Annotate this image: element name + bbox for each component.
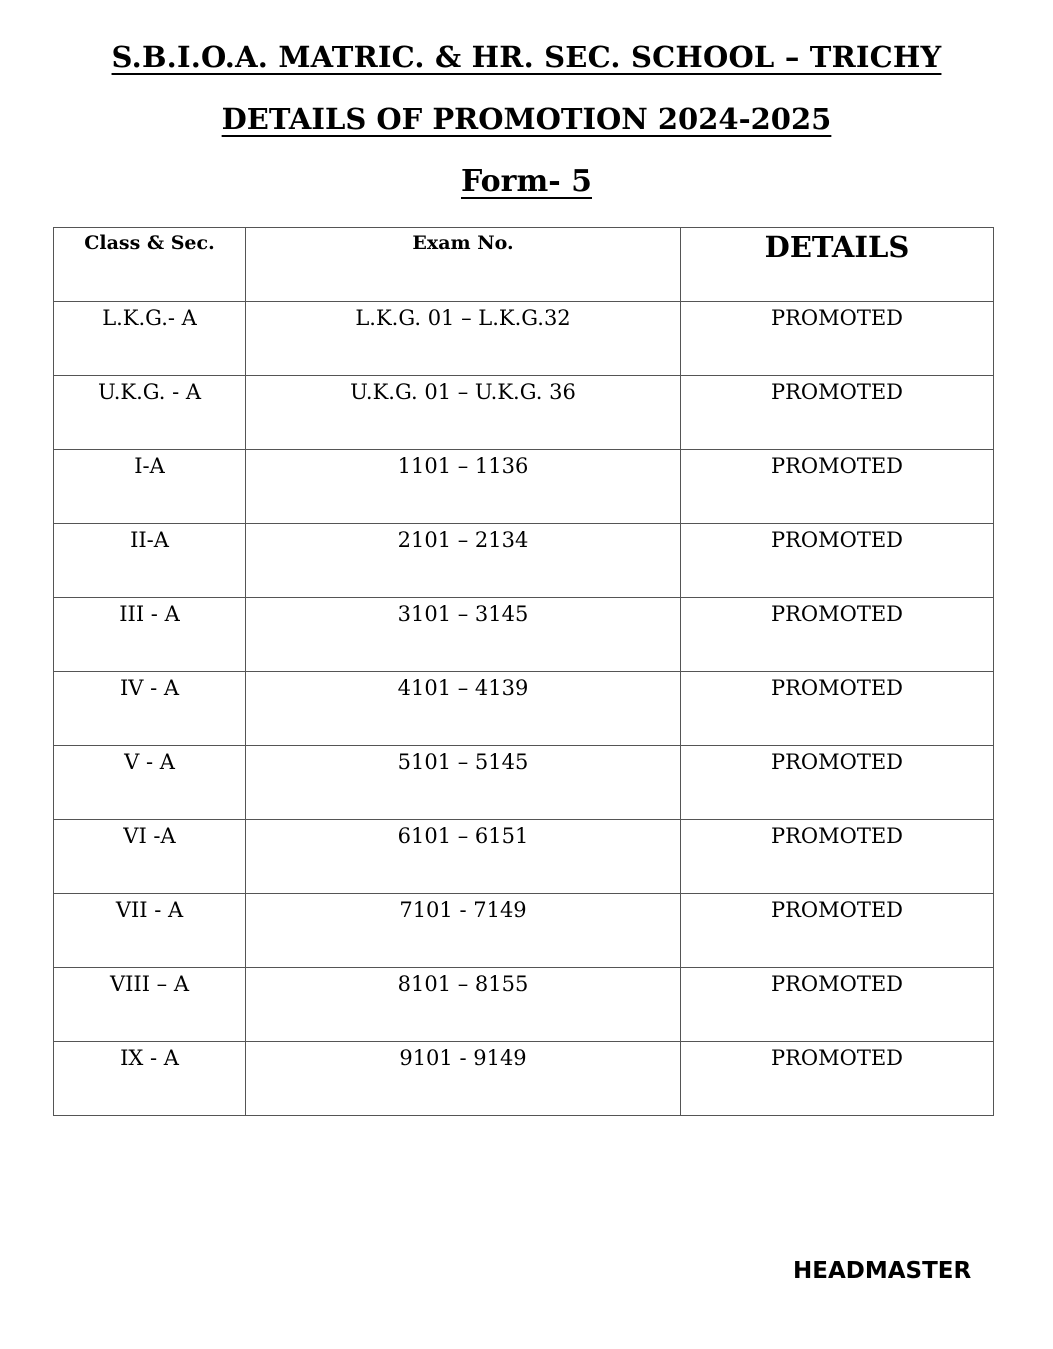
column-header-exam-no: Exam No. bbox=[246, 228, 681, 302]
details-cell: PROMOTED bbox=[681, 968, 994, 1042]
exam-no-cell: 4101 – 4139 bbox=[246, 672, 681, 746]
school-name-heading: S.B.I.O.A. MATRIC. & HR. SEC. SCHOOL – TRICHY bbox=[111, 40, 942, 74]
table-row bbox=[54, 820, 994, 894]
exam-no-cell: 8101 – 8155 bbox=[246, 968, 681, 1042]
table-row bbox=[54, 598, 994, 672]
table-row bbox=[54, 376, 994, 450]
details-cell: PROMOTED bbox=[681, 524, 994, 598]
class-cell: I-A bbox=[54, 450, 246, 524]
table-row bbox=[54, 302, 994, 376]
table-row bbox=[54, 1042, 994, 1116]
headmaster-signature-label: HEADMASTER bbox=[793, 1258, 972, 1284]
table-row bbox=[54, 968, 994, 1042]
exam-no-cell: 1101 – 1136 bbox=[246, 450, 681, 524]
table-row bbox=[54, 672, 994, 746]
exam-no-cell: 3101 – 3145 bbox=[246, 598, 681, 672]
document-title: DETAILS OF PROMOTION 2024-2025 bbox=[221, 102, 832, 136]
class-cell: VII - A bbox=[54, 894, 246, 968]
exam-no-cell: 7101 - 7149 bbox=[246, 894, 681, 968]
details-cell: PROMOTED bbox=[681, 820, 994, 894]
class-cell: L.K.G.- A bbox=[54, 302, 246, 376]
table-row bbox=[54, 894, 994, 968]
class-cell: III - A bbox=[54, 598, 246, 672]
class-cell: IX - A bbox=[54, 1042, 246, 1116]
exam-no-cell: 9101 - 9149 bbox=[246, 1042, 681, 1116]
class-cell: VI -A bbox=[54, 820, 246, 894]
details-cell: PROMOTED bbox=[681, 746, 994, 820]
promotion-table bbox=[53, 227, 994, 1116]
exam-no-cell: U.K.G. 01 – U.K.G. 36 bbox=[246, 376, 681, 450]
details-cell: PROMOTED bbox=[681, 450, 994, 524]
details-cell: PROMOTED bbox=[681, 376, 994, 450]
exam-no-cell: L.K.G. 01 – L.K.G.32 bbox=[246, 302, 681, 376]
table-row bbox=[54, 524, 994, 598]
exam-no-cell: 6101 – 6151 bbox=[246, 820, 681, 894]
details-cell: PROMOTED bbox=[681, 894, 994, 968]
table-row bbox=[54, 746, 994, 820]
class-cell: V - A bbox=[54, 746, 246, 820]
form-label: Form- 5 bbox=[461, 164, 592, 199]
class-cell: IV - A bbox=[54, 672, 246, 746]
details-cell: PROMOTED bbox=[681, 1042, 994, 1116]
column-header-details: DETAILS bbox=[681, 228, 994, 302]
class-cell: U.K.G. - A bbox=[54, 376, 246, 450]
exam-no-cell: 2101 – 2134 bbox=[246, 524, 681, 598]
details-cell: PROMOTED bbox=[681, 672, 994, 746]
class-cell: VIII – A bbox=[54, 968, 246, 1042]
details-cell: PROMOTED bbox=[681, 302, 994, 376]
details-cell: PROMOTED bbox=[681, 598, 994, 672]
table-header-row bbox=[54, 228, 994, 302]
table-row bbox=[54, 450, 994, 524]
column-header-class: Class & Sec. bbox=[54, 228, 246, 302]
exam-no-cell: 5101 – 5145 bbox=[246, 746, 681, 820]
class-cell: II-A bbox=[54, 524, 246, 598]
